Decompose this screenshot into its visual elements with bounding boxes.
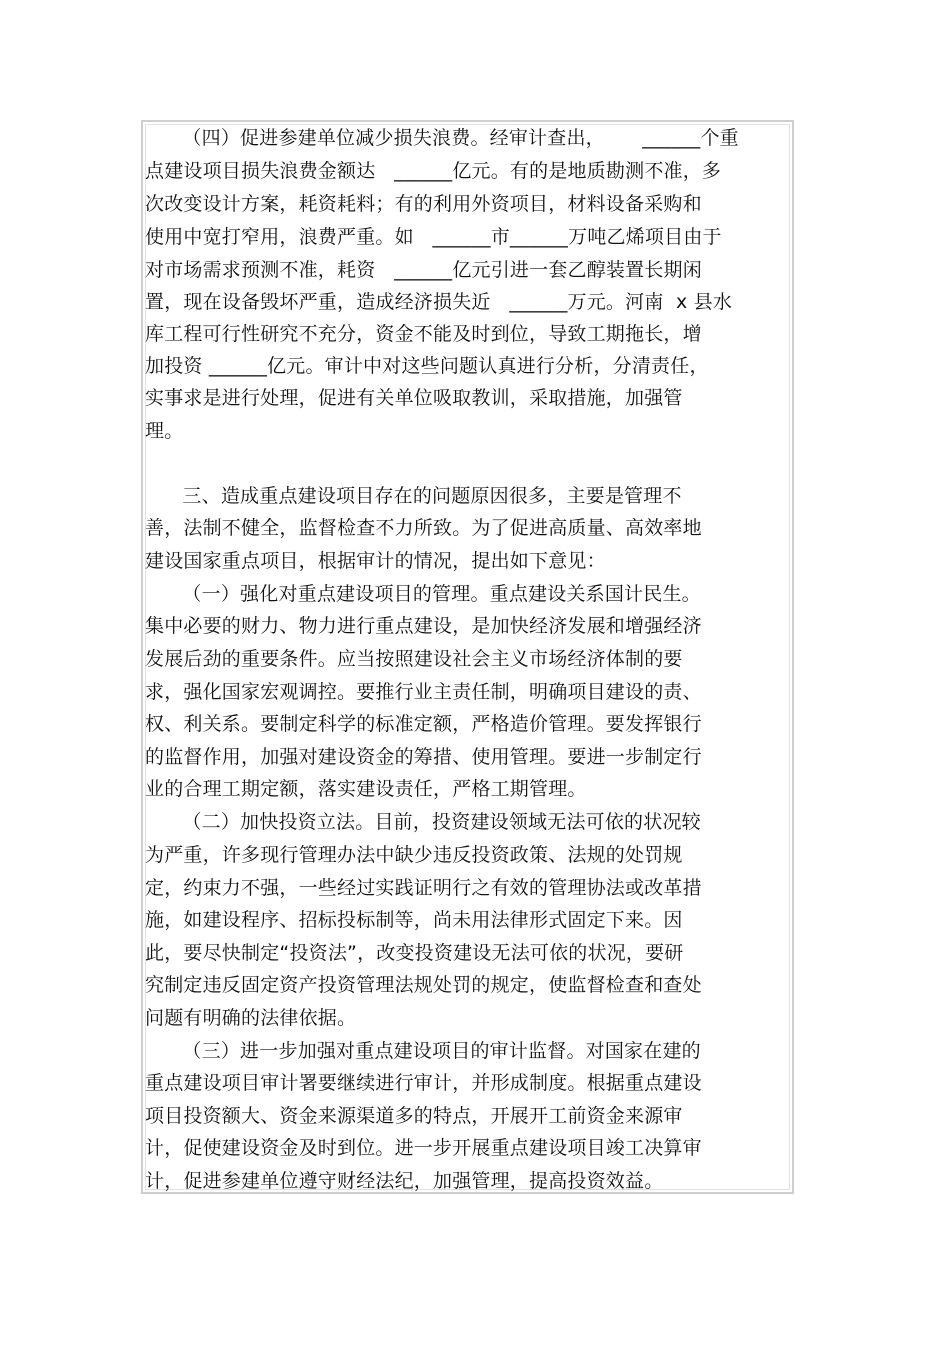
text-line: （一）强化对重点建设项目的管理。重点建设关系国计民生。 bbox=[145, 583, 701, 605]
text-line: 点建设项目损失浪费金额达 ______亿元。有的是地质勘测不准，多 bbox=[145, 160, 722, 182]
text-line: 施，如建设程序、招标投标制等，尚未用法律形式固定下来。因 bbox=[145, 909, 683, 931]
text-line: 此，要尽快制定“投资法”，改变投资建设无法可依的状况，要研 bbox=[145, 942, 684, 964]
text-line: 建设国家重点项目，根据审计的情况，提出如下意见： bbox=[145, 550, 606, 572]
text-line: 求，强化国家宏观调控。要推行业主责任制，明确项目建设的责、 bbox=[145, 681, 702, 703]
text-line: 发展后劲的重要条件。应当按照建设社会主义市场经济体制的要 bbox=[145, 648, 683, 670]
text-line: 计，促进参建单位遵守财经法纪，加强管理，提高投资效益。 bbox=[145, 1170, 664, 1192]
text-line: 三、造成重点建设项目存在的问题原因很多，主要是管理不 bbox=[145, 485, 682, 507]
text-line: 定，约束力不强，一些经过实践证明行之有效的管理协法或改革措 bbox=[145, 877, 702, 899]
text-line: 集中必要的财力、物力进行重点建设，是加快经济发展和增强经济 bbox=[145, 615, 702, 637]
text-line: 问题有明确的法律依据。 bbox=[145, 1007, 357, 1029]
text-line: 计，促使建设资金及时到位。进一步开展重点建设项目竣工决算审 bbox=[145, 1137, 702, 1159]
text-line: （四）促进参建单位减少损失浪费。经审计查出， ______个重 bbox=[145, 127, 739, 149]
text-line: （二）加快投资立法。目前，投资建设领域无法可依的状况较 bbox=[145, 811, 701, 833]
text-line: 加投资 ______亿元。审计中对这些问题认真进行分析，分清责任， bbox=[145, 355, 709, 377]
text-line: 究制定违反固定资产投资管理法规处罚的规定，使监督检查和查处 bbox=[145, 974, 702, 996]
text-line: 为严重，许多现行管理办法中缺少违反投资政策、法规的处罚规 bbox=[145, 844, 683, 866]
text-line: 业的合理工期定额，落实建设责任，严格工期管理。 bbox=[145, 778, 587, 800]
text-line: 库工程可行性研究不充分，资金不能及时到位，导致工期拖长，增 bbox=[145, 323, 702, 345]
text-line: 置，现在设备毁坏严重，造成经济损失近 ______万元。河南 x 县水 bbox=[145, 291, 733, 313]
text-line: 使用中宽打窄用，浪费严重。如 ______市______万吨乙烯项目由于 bbox=[145, 226, 722, 248]
text-line: 重点建设项目审计署要继续进行审计，并形成制度。根据重点建设 bbox=[145, 1072, 702, 1094]
text-line: 理。 bbox=[145, 420, 184, 442]
text-line: 的监督作用，加强对建设资金的筹措、使用管理。要进一步制定行 bbox=[145, 746, 702, 768]
text-line: 项目投资额大、资金来源渠道多的特点，开展开工前资金来源审 bbox=[145, 1105, 683, 1127]
text-line: 权、利关系。要制定科学的标准定额，严格造价管理。要发挥银行 bbox=[145, 713, 702, 735]
text-line: 次改变设计方案，耗资耗料；有的利用外资项目，材料设备采购和 bbox=[145, 193, 702, 215]
text-line: （三）进一步加强对重点建设项目的审计监督。对国家在建的 bbox=[145, 1040, 701, 1062]
text-line: 善，法制不健全，监督检查不力所致。为了促进高质量、高效率地 bbox=[145, 517, 702, 539]
text-line: 对市场需求预测不准，耗资 ______亿元引进一套乙醇装置长期闲 bbox=[145, 259, 702, 281]
text-line: 实事求是进行处理，促进有关单位吸取教训，采取措施，加强管 bbox=[145, 387, 683, 409]
